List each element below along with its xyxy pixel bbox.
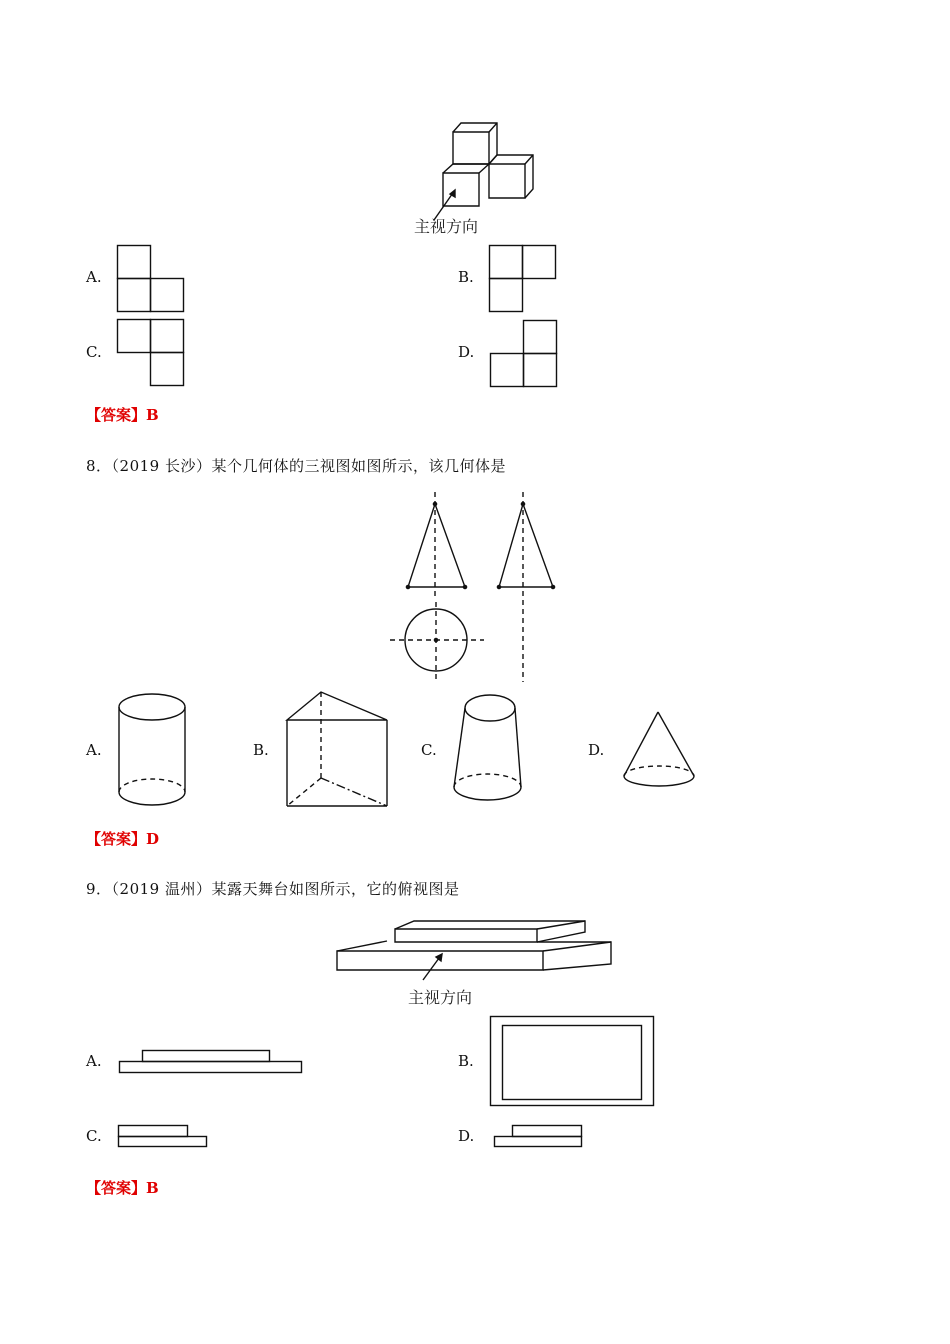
q8-option-d-label[interactable]: D. xyxy=(588,741,605,759)
q9-option-c-figure[interactable] xyxy=(117,1124,209,1150)
q7-answer xyxy=(86,404,159,425)
q8-three-view-figure xyxy=(388,490,588,685)
q8-question-text: 8．（2019 长沙）某个几何体的三视图如图所示，该几何体是 xyxy=(86,457,506,475)
q9-option-a-figure[interactable] xyxy=(118,1049,304,1075)
q9-option-b-label[interactable]: B. xyxy=(458,1052,474,1070)
q7-option-d-label[interactable]: D. xyxy=(458,343,475,361)
q7-option-a-figure[interactable] xyxy=(117,245,187,315)
q7-option-b-label[interactable]: B. xyxy=(458,268,474,286)
q7-option-b-figure[interactable] xyxy=(489,245,559,315)
q8-option-b-label[interactable]: B. xyxy=(253,741,269,759)
q7-option-d-figure[interactable] xyxy=(490,320,560,390)
answer-prefix: 【答案】 xyxy=(86,406,147,424)
q8-option-c-frustum[interactable] xyxy=(451,692,527,810)
q9-option-d-label[interactable]: D. xyxy=(458,1127,475,1145)
q7-option-a-label[interactable]: A. xyxy=(86,268,102,286)
q9-option-b-figure[interactable] xyxy=(489,1015,657,1109)
q8-option-c-label[interactable]: C. xyxy=(421,741,437,759)
q9-option-c-label[interactable]: C. xyxy=(86,1127,102,1145)
q9-stage-figure xyxy=(335,918,617,980)
q7-option-c-label[interactable]: C. xyxy=(86,343,102,361)
answer-value: D xyxy=(146,830,160,848)
q7-figure-caption: 主视方向 xyxy=(414,217,479,236)
answer-prefix: 【答案】 xyxy=(86,1179,147,1197)
q8-option-b-prism[interactable] xyxy=(285,690,391,810)
q9-option-d-figure[interactable] xyxy=(493,1124,585,1150)
q8-option-a-cylinder[interactable] xyxy=(117,692,189,810)
answer-value: B xyxy=(146,1179,159,1197)
answer-prefix: 【答案】 xyxy=(86,830,147,848)
q9-question-text: 9．（2019 温州）某露天舞台如图所示，它的俯视图是 xyxy=(86,880,460,898)
q8-option-d-cone[interactable] xyxy=(622,710,698,792)
q9-figure-caption: 主视方向 xyxy=(408,988,473,1007)
q8-option-a-label[interactable]: A. xyxy=(86,741,102,759)
q7-cubes-figure xyxy=(440,118,540,213)
q9-answer xyxy=(86,1177,159,1198)
q8-answer xyxy=(86,828,159,849)
answer-value: B xyxy=(146,406,159,424)
q9-option-a-label[interactable]: A. xyxy=(86,1052,102,1070)
q7-option-c-figure[interactable] xyxy=(117,319,187,389)
